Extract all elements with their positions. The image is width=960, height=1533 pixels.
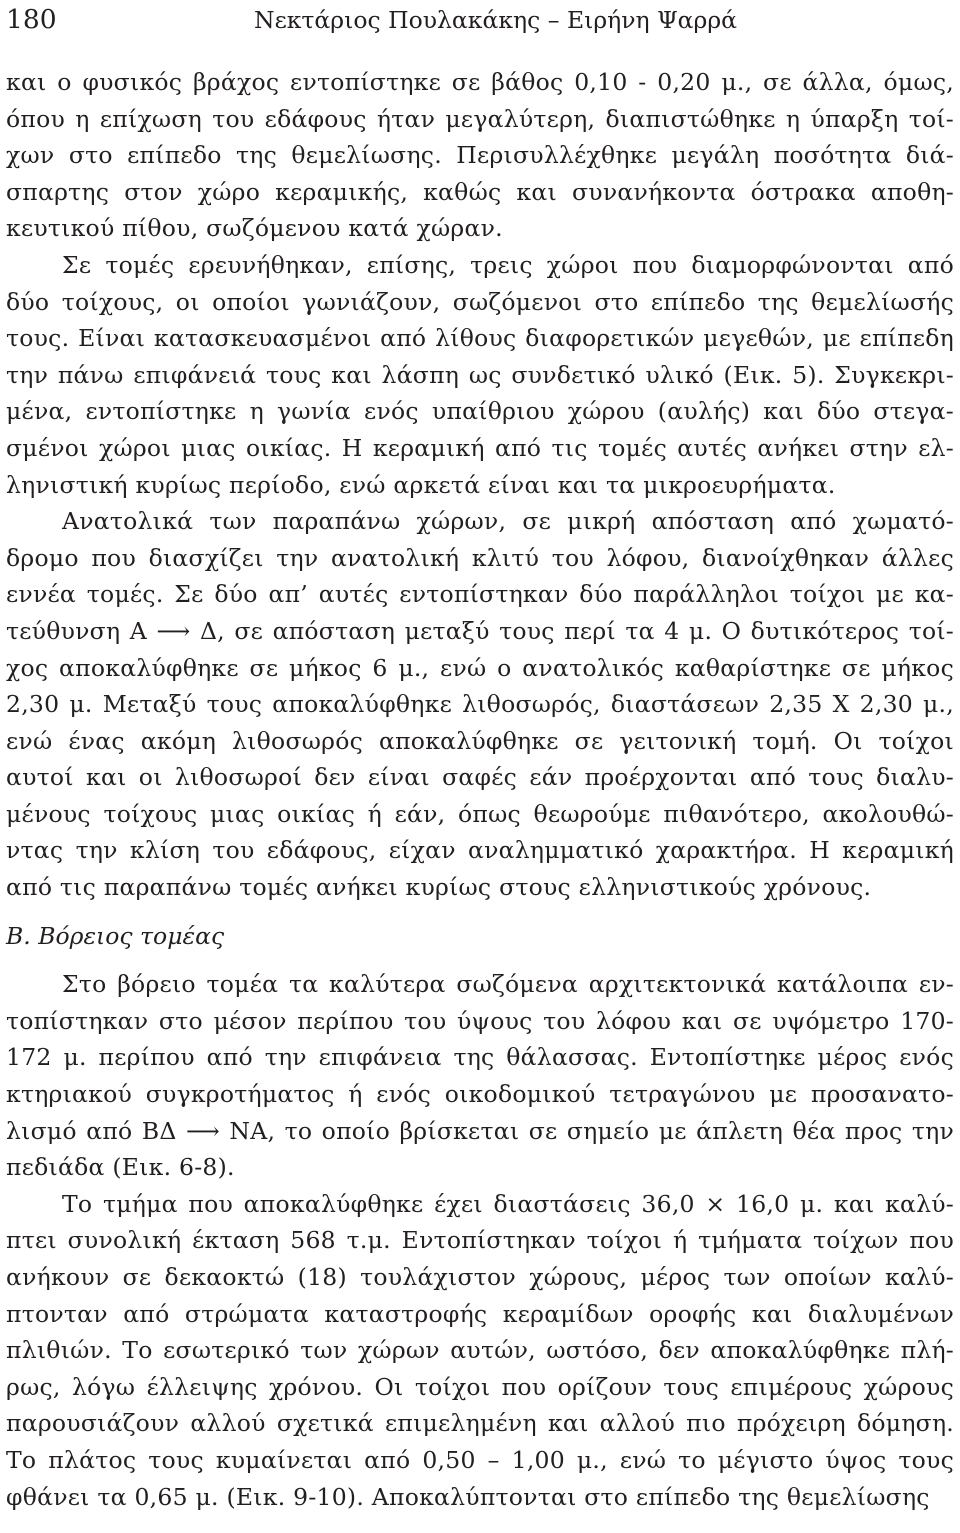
text-line: εννέα τομές. Σε δύο απ’ αυτές εντοπίστηκαν δύο παράλληλοι τοίχοι με κα- <box>6 580 954 609</box>
text-line: ενώ ένας ακόμη λιθοσωρός αποκαλύφθηκε σε γειτονική τομή. Οι τοίχοι <box>6 726 954 755</box>
text-line: παρουσιάζουν αλλού σχετικά επιμελημένη και αλλού πιο πρόχειρη δόμηση. <box>6 1409 954 1438</box>
text-line: χος αποκαλύφθηκε σε μήκος 6 μ., ενώ ο ανατολικός καθαρίστηκε σε μήκος <box>6 653 954 682</box>
text-line: χων στο επίπεδο της θεμελίωσης. Περισυλλέχθηκε μεγάλη ποσότητα διά- <box>6 141 954 170</box>
page-header <box>6 2 954 42</box>
text-line: την πάνω επιφάνειά τους και λάσπη ως συνδετικό υλικό (Εικ. 5). Συγκεκρι- <box>6 360 954 389</box>
running-head: Νεκτάριος Πουλακάκης – Ειρήνη Ψαρρά <box>254 6 738 34</box>
text-line: ντας την κλίση του εδάφους, είχαν αναλημματικό χαρακτήρα. Η κεραμική <box>6 836 954 865</box>
text-line: όπου η επίχωση του εδάφους ήταν μεγαλύτερη, διαπιστώθηκε η ύπαρξη τοί- <box>6 104 954 133</box>
main-text <box>6 64 954 1515</box>
text-line: τοπίστηκαν στο μέσον περίπου του ύψους του λόφου και σε υψόμετρο 170- <box>6 1006 954 1035</box>
text-line: από τις παραπάνω τομές ανήκει κυρίως στους ελληνιστικούς χρόνους. <box>6 873 872 902</box>
text-line: κευτικού πίθου, σωζόμενου κατά χώραν. <box>6 214 503 243</box>
paragraph-start-line: Σε τομές ερευνήθηκαν, επίσης, τρεις χώροι που διαμορφώνονται από <box>62 250 954 279</box>
text-line: 2,30 μ. Μεταξύ τους αποκαλύφθηκε λιθοσωρός, διαστάσεων 2,35 Χ 2,30 μ., <box>6 690 954 719</box>
text-line: μένους τοίχους μιας οικίας ή εάν, όπως θεωρούμε πιθανότερο, ακολουθώ- <box>6 799 954 828</box>
text-line: ρως, λόγω έλλειψης χρόνου. Οι τοίχοι που ορίζουν τους επιμέρους χώρους <box>6 1372 954 1401</box>
text-line: ανήκουν σε δεκαοκτώ (18) τουλάχιστον χώρους, μέρος των οποίων καλύ- <box>6 1263 954 1291</box>
text-line: κτηριακού συγκροτήματος ή ενός οικοδομικού τετραγώνου με προσανατο- <box>6 1080 954 1109</box>
text-line: πτονταν από στρώματα καταστροφής κεραμίδων οροφής και διαλυμένων <box>6 1299 954 1328</box>
text-line: Το πλάτος τους κυμαίνεται από 0,50 – 1,00 μ., ενώ το μέγιστο ύψος τους <box>6 1445 954 1474</box>
text-line: πτει συνολική έκταση 568 τ.μ. Εντοπίστηκαν τοίχοι ή τμήματα τοίχων που <box>6 1226 954 1255</box>
text-line: σμένοι χώροι μιας οικίας. Η κεραμική από τις τομές αυτές ανήκει στην ελ- <box>6 433 954 462</box>
text-line: τεύθυνση Α ⟶ Δ, σε απόσταση μεταξύ τους περί τα 4 μ. Ο δυτικότερος τοί- <box>6 616 954 645</box>
text-line: μένα, εντοπίστηκε η γωνία ενός υπαίθριου χώρου (αυλής) και δύο στεγα- <box>6 397 954 426</box>
text-line: και ο φυσικός βράχος εντοπίστηκε σε βάθος 0,10 - 0,20 μ., σε άλλα, όμως, <box>6 68 954 96</box>
text-line: αυτοί και οι λιθοσωροί δεν είναι σαφές εάν προέρχονται από τους διαλυ- <box>6 763 954 792</box>
paragraph-start-line: Το τμήμα που αποκαλύφθηκε έχει διαστάσεις 36,0 × 16,0 μ. και καλύ- <box>62 1189 954 1218</box>
text-line: πλιθιών. Το εσωτερικό των χώρων αυτών, ωστόσο, δεν αποκαλύφθηκε πλή- <box>6 1336 954 1365</box>
text-line: ληνιστική κυρίως περίοδο, ενώ αρκετά είναι και τα μικροευρήματα. <box>6 470 836 499</box>
text-line: 172 μ. περίπου από την επιφάνεια της θάλασσας. Εντοπίστηκε μέρος ενός <box>6 1043 954 1072</box>
paragraph-start-line: Στο βόρειο τομέα τα καλύτερα σωζόμενα αρχιτεκτονικά κατάλοιπα εν- <box>62 970 954 999</box>
section-heading: Β. Βόρειος τομέας <box>6 921 225 950</box>
text-line: σπαρτης στον χώρο κεραμικής, καθώς και συνανήκοντα όστρακα αποθη- <box>6 177 954 206</box>
text-line: τους. Είναι κατασκευασμένοι από λίθους διαφορετικών μεγεθών, με επίπεδη <box>6 324 954 353</box>
text-line: δύο τοίχους, οι οποίοι γωνιάζουν, σωζόμενοι στο επίπεδο της θεμελίωσής <box>6 287 954 316</box>
text-line: λισμό από ΒΔ ⟶ ΝΑ, το οποίο βρίσκεται σε σημείο με άπλετη θέα προς την <box>6 1116 954 1145</box>
text-line: δρομο που διασχίζει την ανατολική κλιτύ του λόφου, διανοίχθηκαν άλλες <box>6 543 954 572</box>
page-number: 180 <box>6 4 57 35</box>
paragraph-start-line: Ανατολικά των παραπάνω χώρων, σε μικρή απόσταση από χωματό- <box>62 507 954 536</box>
text-line: πεδιάδα (Εικ. 6-8). <box>6 1153 235 1182</box>
text-line: φθάνει τα 0,65 μ. (Εικ. 9-10). Αποκαλύπτονται στο επίπεδο της θεμελίωσης <box>6 1482 930 1511</box>
